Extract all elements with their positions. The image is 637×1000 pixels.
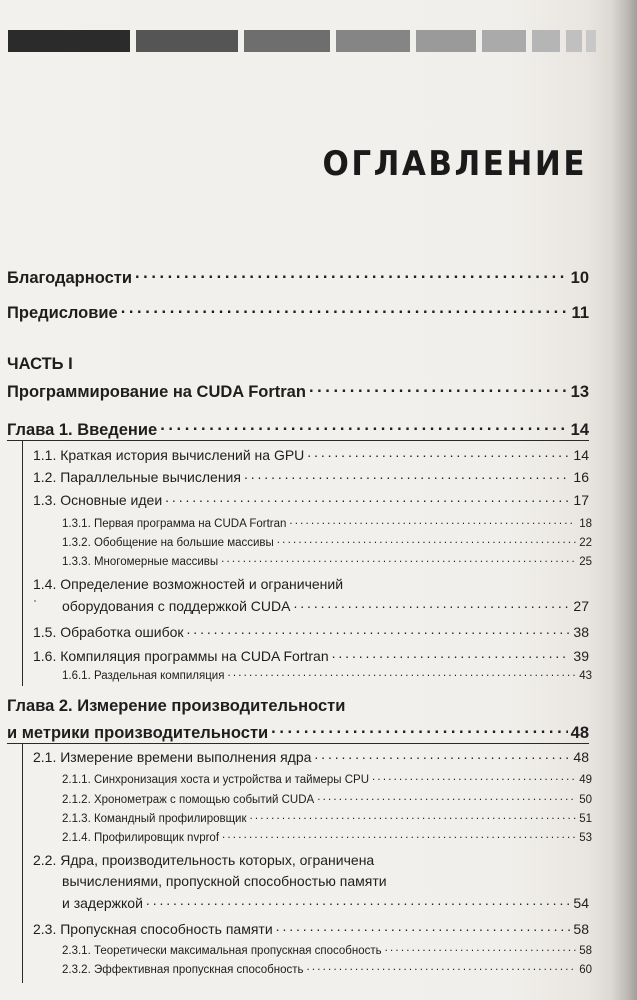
dot-leader [385, 942, 577, 954]
toc-entry-label: 1.3. Основные идеи [33, 492, 163, 508]
toc-entry-2-1-3[interactable] [62, 810, 592, 825]
toc-entry-label: 1.5. Обработка ошибок [33, 624, 184, 640]
toc-page-number: 58 [573, 921, 589, 937]
toc-entry-label: 1.1. Краткая история вычислений на GPU [33, 447, 305, 463]
toc-entry-label: 2.1.1. Синхронизация хоста и устройства и таймеры CPU [62, 773, 370, 786]
dot-leader [276, 920, 571, 934]
toc-page-number: 18 [579, 517, 592, 530]
toc-page-number: 43 [579, 669, 592, 682]
dot-leader [332, 647, 571, 661]
toc-page-number: 60 [579, 963, 592, 976]
toc-entry-1-6[interactable] [33, 647, 589, 664]
toc-entry-label: 1.6.1. Раздельная компиляция [62, 669, 225, 682]
toc-entry-1-6-1[interactable] [62, 667, 592, 682]
dot-leader [307, 961, 577, 973]
chapter-side-rule [22, 743, 23, 983]
toc-entry-preface[interactable] [7, 301, 589, 323]
dot-leader [372, 771, 576, 783]
toc-entry-1-2[interactable] [33, 468, 589, 485]
toc-page-number: 39 [573, 648, 589, 664]
dot-leader [307, 446, 570, 460]
dot-leader [165, 491, 570, 505]
toc-entry-label: 1.3.2. Обобщение на большие массивы [62, 536, 274, 549]
toc-entry-2-3-2[interactable] [62, 961, 592, 976]
dot-leader [317, 791, 576, 803]
toc-entry-1-3-3[interactable] [62, 553, 592, 568]
toc-entry-label: 2.3.2. Эффективная пропускная способность [62, 963, 304, 976]
toc-page-number: 48 [570, 723, 589, 742]
toc-page-number: 51 [579, 812, 592, 825]
toc-page-number: 48 [573, 749, 589, 765]
page-edge-shadow [611, 0, 637, 1000]
toc-entry-1-5[interactable] [33, 623, 589, 640]
toc-entry-2-2-line1: 2.2. Ядра, производительность которых, ограничена [33, 852, 375, 868]
dot-leader [227, 667, 576, 679]
toc-entry-1-4-line1: 1.4. Определение возможностей и ограничений [33, 576, 344, 592]
toc-entry-label: оборудования с поддержкой CUDA [62, 598, 291, 614]
toc-entry-label: 1.2. Параллельные вычисления [33, 469, 241, 485]
toc-entry-1-3-2[interactable] [62, 534, 592, 549]
toc-entry-chapter-2[interactable] [7, 721, 589, 743]
toc-entry-label: 1.3.1. Первая программа на CUDA Fortran [62, 517, 287, 530]
toc-page-number: 50 [579, 793, 592, 806]
toc-entry-label: Предисловие [7, 303, 118, 322]
toc-entry-2-1[interactable] [33, 748, 589, 765]
toc-entry-label: 1.6. Компиляция программы на CUDA Fortran [33, 648, 329, 664]
dot-leader [187, 623, 571, 637]
toc-entry-1-4[interactable] [62, 597, 589, 614]
toc-entry-label: Благодарности [7, 268, 132, 287]
toc-entry-2-1-2[interactable] [62, 791, 592, 806]
dot-leader [160, 418, 567, 435]
toc-entry-1-3-1[interactable] [62, 515, 592, 530]
toc-entry-label: 2.3. Пропускная способность памяти [33, 921, 273, 937]
dot-leader [244, 468, 570, 482]
dot-leader [146, 894, 571, 908]
toc-page-number: 54 [573, 895, 589, 911]
chapter-side-rule [22, 440, 23, 686]
toc-entry-label: и задержкой [62, 895, 143, 911]
dot-leader [222, 829, 576, 841]
toc-page-number: 53 [579, 831, 592, 844]
toc-page-number: 14 [573, 447, 589, 463]
toc-entry-part1[interactable] [7, 380, 589, 402]
toc-entry-label: 2.1.4. Профилировщик nvprof [62, 831, 220, 844]
toc-entry-label: и метрики производительности [7, 723, 269, 742]
toc-page-number: 38 [573, 624, 589, 640]
paper-speck [34, 600, 36, 602]
header-decoration [8, 30, 608, 52]
dot-leader [277, 534, 576, 546]
toc-entry-label: 2.1. Измерение времени выполнения ядра [33, 749, 312, 765]
toc-page-number: 22 [579, 536, 592, 549]
toc-entry-2-1-4[interactable] [62, 829, 592, 844]
toc-page-number: 27 [573, 598, 589, 614]
toc-entry-label: Программирование на CUDA Fortran [7, 382, 306, 401]
toc-entry-2-1-1[interactable] [62, 771, 592, 786]
toc-entry-1-3[interactable] [33, 491, 589, 508]
part-label: ЧАСТЬ I [7, 355, 73, 373]
toc-page-number: 13 [570, 382, 589, 401]
chapter-rule [7, 440, 589, 441]
toc-entry-label: 2.3.1. Теоретически максимальная пропускная способность [62, 944, 382, 957]
toc-entry-label: 2.1.3. Командный профилировщик [62, 812, 247, 825]
toc-entry-label: Глава 1. Введение [7, 420, 158, 439]
dot-leader [293, 597, 570, 611]
dot-leader [314, 748, 570, 762]
dot-leader [221, 553, 576, 565]
toc-page-number: 10 [570, 268, 589, 287]
toc-page-number: 17 [573, 492, 589, 508]
toc-entry-2-3-1[interactable] [62, 942, 592, 957]
dot-leader [289, 515, 576, 527]
toc-page-number: 25 [579, 555, 592, 568]
chapter-rule [7, 743, 589, 744]
toc-entry-chapter-2-line1: Глава 2. Измерение производительности [7, 697, 346, 715]
toc-entry-thanks[interactable] [7, 266, 589, 288]
toc-page-number: 16 [573, 469, 589, 485]
toc-entry-2-3[interactable] [33, 920, 589, 937]
toc-entry-1-1[interactable] [33, 446, 589, 463]
dot-leader [250, 810, 577, 822]
toc-page-number: 11 [571, 303, 589, 322]
toc-entry-2-2-line2: вычислениями, пропускной способностью памяти [62, 873, 387, 889]
toc-entry-label: 1.3.3. Многомерные массивы [62, 555, 219, 568]
dot-leader [309, 380, 568, 397]
dot-leader [121, 301, 569, 318]
toc-page-number: 49 [579, 773, 592, 786]
dot-leader [135, 266, 568, 283]
toc-page-number: 14 [570, 420, 589, 439]
page-title: ОГЛАВЛЕНИЕ [322, 145, 587, 184]
toc-entry-2-2[interactable] [62, 894, 589, 911]
dot-leader [271, 721, 567, 738]
toc-page-number: 58 [579, 944, 592, 957]
toc-entry-chapter-1[interactable] [7, 418, 589, 440]
toc-entry-label: 2.1.2. Хронометраж с помощью событий CUDA [62, 793, 315, 806]
